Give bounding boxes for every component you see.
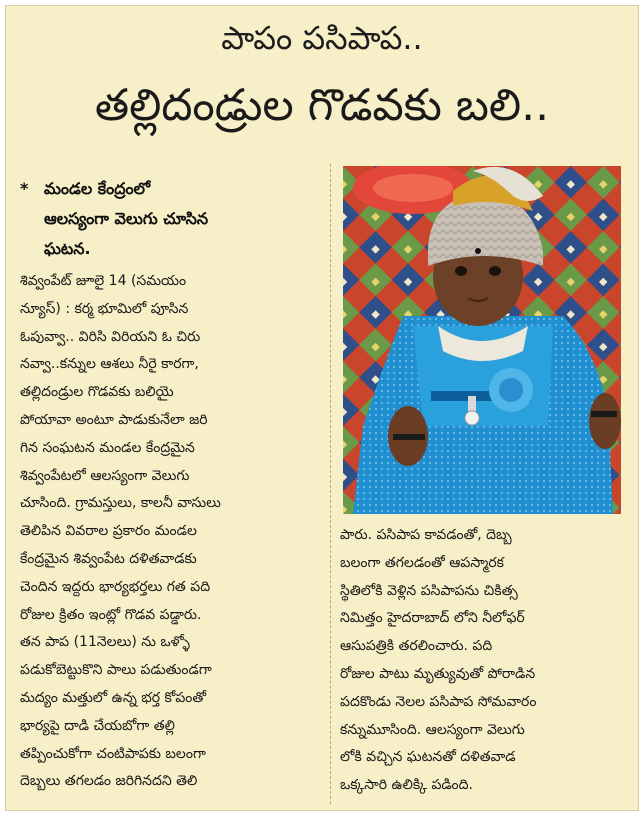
article-line: శివ్వంపేట్ జూలై 14 (సమయం xyxy=(20,273,187,289)
article-line: ఒక్కసారి ఉలిక్కి పడింది. xyxy=(340,777,473,794)
headline-kicker: పాపం పసిపాప.. xyxy=(221,19,423,57)
article-line: పారు. పసిపాప కావడంతో, దెబ్బ xyxy=(340,527,512,543)
article-line: నవ్వా..కన్నుల ఆశలు నీరై కారగా, xyxy=(20,356,199,373)
article-line: దెబ్బలు తగలడం జరిగినదని తెలి xyxy=(20,773,198,790)
article-line: చెందిన ఇద్దరు భార్యభర్తలు గత పది xyxy=(20,578,211,595)
bullet-line: మండల కేంద్రంలో xyxy=(44,179,151,198)
article-line: రోజుల పాటు మృత్యువుతో పోరాడిన xyxy=(340,665,536,682)
baby-photo xyxy=(343,166,621,514)
article-line: తన పాప (11నెలలు) ను ఒళ్ళో xyxy=(20,634,190,651)
article-line: కన్నుమూసింది. ఆలస్యంగా వెలుగు xyxy=(340,721,525,738)
bullet-star: * xyxy=(20,179,29,198)
article-line: స్థితిలోకి వెళ్లిన పసిపాపను చికిత్స xyxy=(340,582,518,599)
article-line: తప్పించుకోగా చంటిపాపకు బలంగా xyxy=(20,745,206,762)
article-line: భార్యపై దాడి చేయబోగా తల్లి xyxy=(20,717,175,734)
article-line: పోయావా అంటూ పాడుకునేలా జరి xyxy=(20,411,208,428)
article-line: గిన సంఘటన మండల కేంద్రమైన xyxy=(20,439,195,456)
article-line: శివ్వంపేటలో ఆలస్యంగా వెలుగు xyxy=(20,467,190,484)
bullet-line: ఘటన. xyxy=(44,239,91,258)
article-line: న్యూస్) : కర్మ భూమిలో పూసిన xyxy=(20,300,189,317)
article-line: లోకి వచ్చిన ఘటనతో దళితవాడ xyxy=(340,749,516,766)
article-line: రోజుల క్రితం ఇంట్లో గొడవ పడ్డారు. xyxy=(20,606,202,623)
article-right-column xyxy=(340,522,630,800)
bullet-summary xyxy=(20,174,310,264)
headline-title: తల్లిదండ్రుల గొడవకు బలి.. xyxy=(94,80,550,131)
article-line: ఓపువ్వా.. విరిసి విరియని ఓ చిరు xyxy=(20,328,201,345)
newspaper-clipping xyxy=(5,5,639,811)
baby-photo-illustration xyxy=(343,166,621,514)
article-line: పడుకోబెట్టుకొని పాలు పడుతుండగా xyxy=(20,662,212,679)
article-line: చూసింది. గ్రామస్తులు, కాలనీ వాసులు xyxy=(20,495,221,512)
article-line: తల్లిదండ్రుల గొడవకు బలియై xyxy=(20,384,174,401)
column-divider xyxy=(330,164,331,804)
article-line: నిమిత్తం హైదరాబాద్ లోని నీలోఫర్ xyxy=(340,610,525,627)
article-line: తెలిపిన వివరాల ప్రకారం మండల xyxy=(20,523,197,540)
article-line: పదకొండు నెలల పసిపాప సోమవారం xyxy=(340,693,537,710)
article-line: బలంగా తగలడంతో ఆపస్మారక xyxy=(340,554,504,571)
article-left-column xyxy=(20,268,320,796)
article-line: కేంద్రమైన శివ్వంపేట దళితవాడకు xyxy=(20,550,197,567)
bullet-line: ఆలస్యంగా వెలుగు చూసిన xyxy=(44,209,209,228)
article-line: ఆసుపత్రికి తరలించారు. పది xyxy=(340,638,493,655)
article-line: మద్యం మత్తులో ఉన్న భర్త కోపంతో xyxy=(20,689,207,706)
